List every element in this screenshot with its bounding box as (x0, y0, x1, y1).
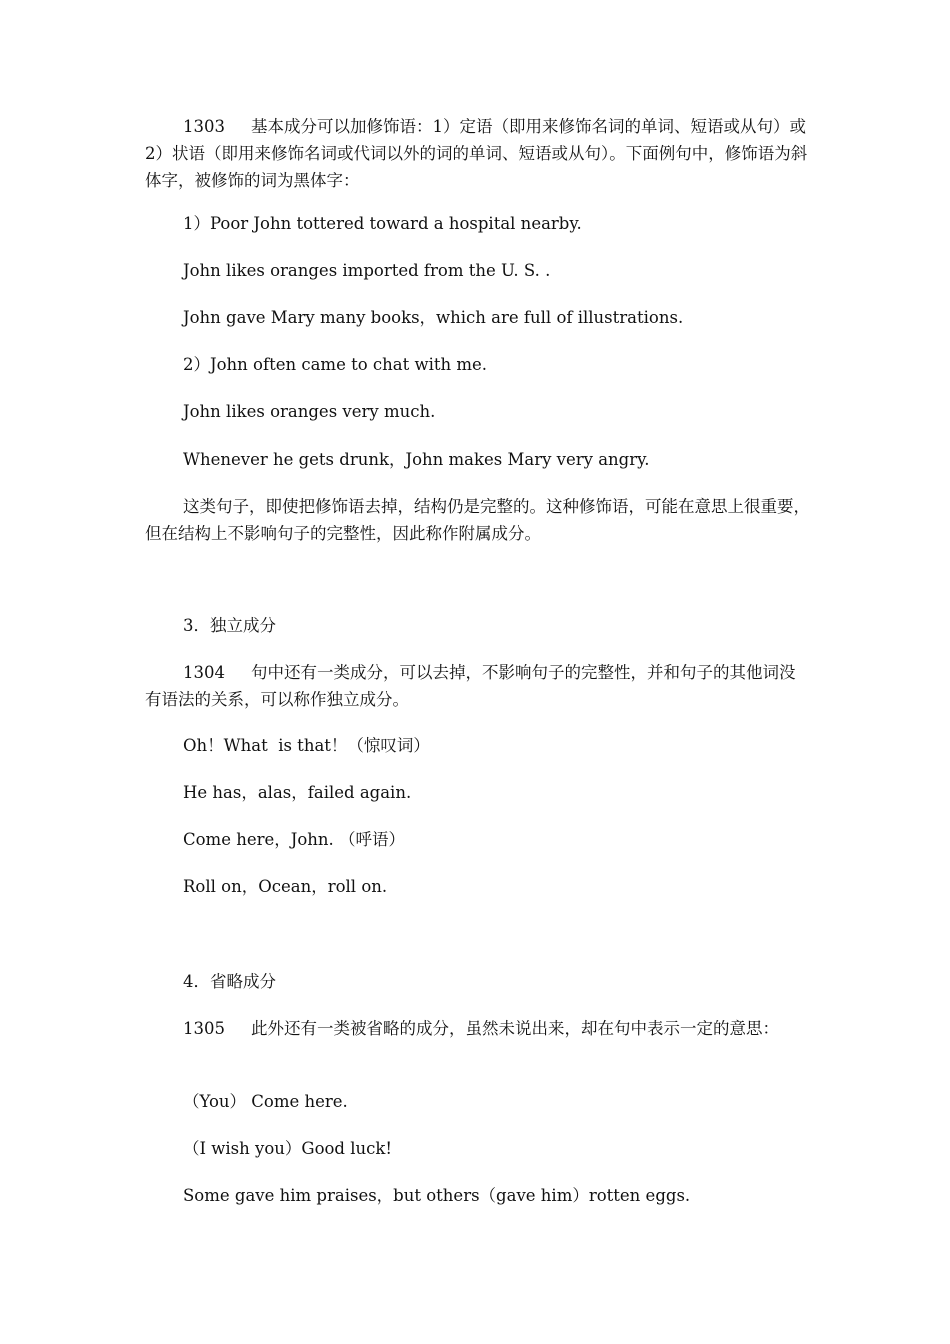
paragraph-number: 1305 (183, 1019, 225, 1038)
example-sentence: （You） Come here. (183, 1092, 348, 1111)
paragraph-1303 (145, 113, 810, 194)
example-sentence: 2）John often came to chat with me. (183, 355, 488, 374)
paragraph-text: 这类句子，即使把修饰语去掉，结构仍是完整的。这种修饰语，可能在意思上很重要，但在结构上不影响句子的完整性，因此称作附属成分。 (145, 497, 810, 543)
paragraph-1305 (145, 1015, 810, 1042)
example-sentence: Oh！What is that！（惊叹词） (183, 736, 430, 755)
example-sentence: John gave Mary many books，which are full of illustrations. (183, 308, 684, 327)
paragraph-number: 1303 (183, 117, 225, 136)
example-sentence: Roll on，Ocean，roll on. (183, 877, 388, 896)
example-sentence: He has，alas，failed again. (183, 783, 412, 802)
paragraph-number: 1304 (183, 663, 225, 682)
example-sentence: John likes oranges very much. (183, 402, 436, 421)
example-sentence: John likes oranges imported from the U. S. . (183, 261, 551, 280)
example-sentence: （I wish you）Good luck! (183, 1139, 393, 1158)
section-heading: 4．省略成分 (183, 972, 276, 991)
section-heading: 3．独立成分 (183, 616, 276, 635)
paragraph-text: 句中还有一类成分，可以去掉，不影响句子的完整性，并和句子的其他词没有语法的关系，可以称作独立成分。 (145, 663, 796, 709)
paragraph-conclusion (145, 493, 810, 547)
example-sentence: Some gave him praises，but others（gave him）rotten eggs. (183, 1186, 691, 1205)
example-sentence: Whenever he gets drunk，John makes Mary very angry. (183, 450, 650, 469)
paragraph-text: 此外还有一类被省略的成分，虽然未说出来，却在句中表示一定的意思： (251, 1019, 779, 1038)
example-sentence: Come here，John. （呼语） (183, 830, 406, 849)
example-sentence: 1）Poor John tottered toward a hospital nearby. (183, 214, 582, 233)
paragraph-text: 基本成分可以加修饰语：1）定语（即用来修饰名词的单词、短语或从句）或2）状语（即用来修饰名词或代词以外的词的单词、短语或从句）。下面例句中，修饰语为斜体字，被修饰的词为黑体字： (145, 117, 808, 190)
paragraph-1304 (145, 659, 810, 713)
